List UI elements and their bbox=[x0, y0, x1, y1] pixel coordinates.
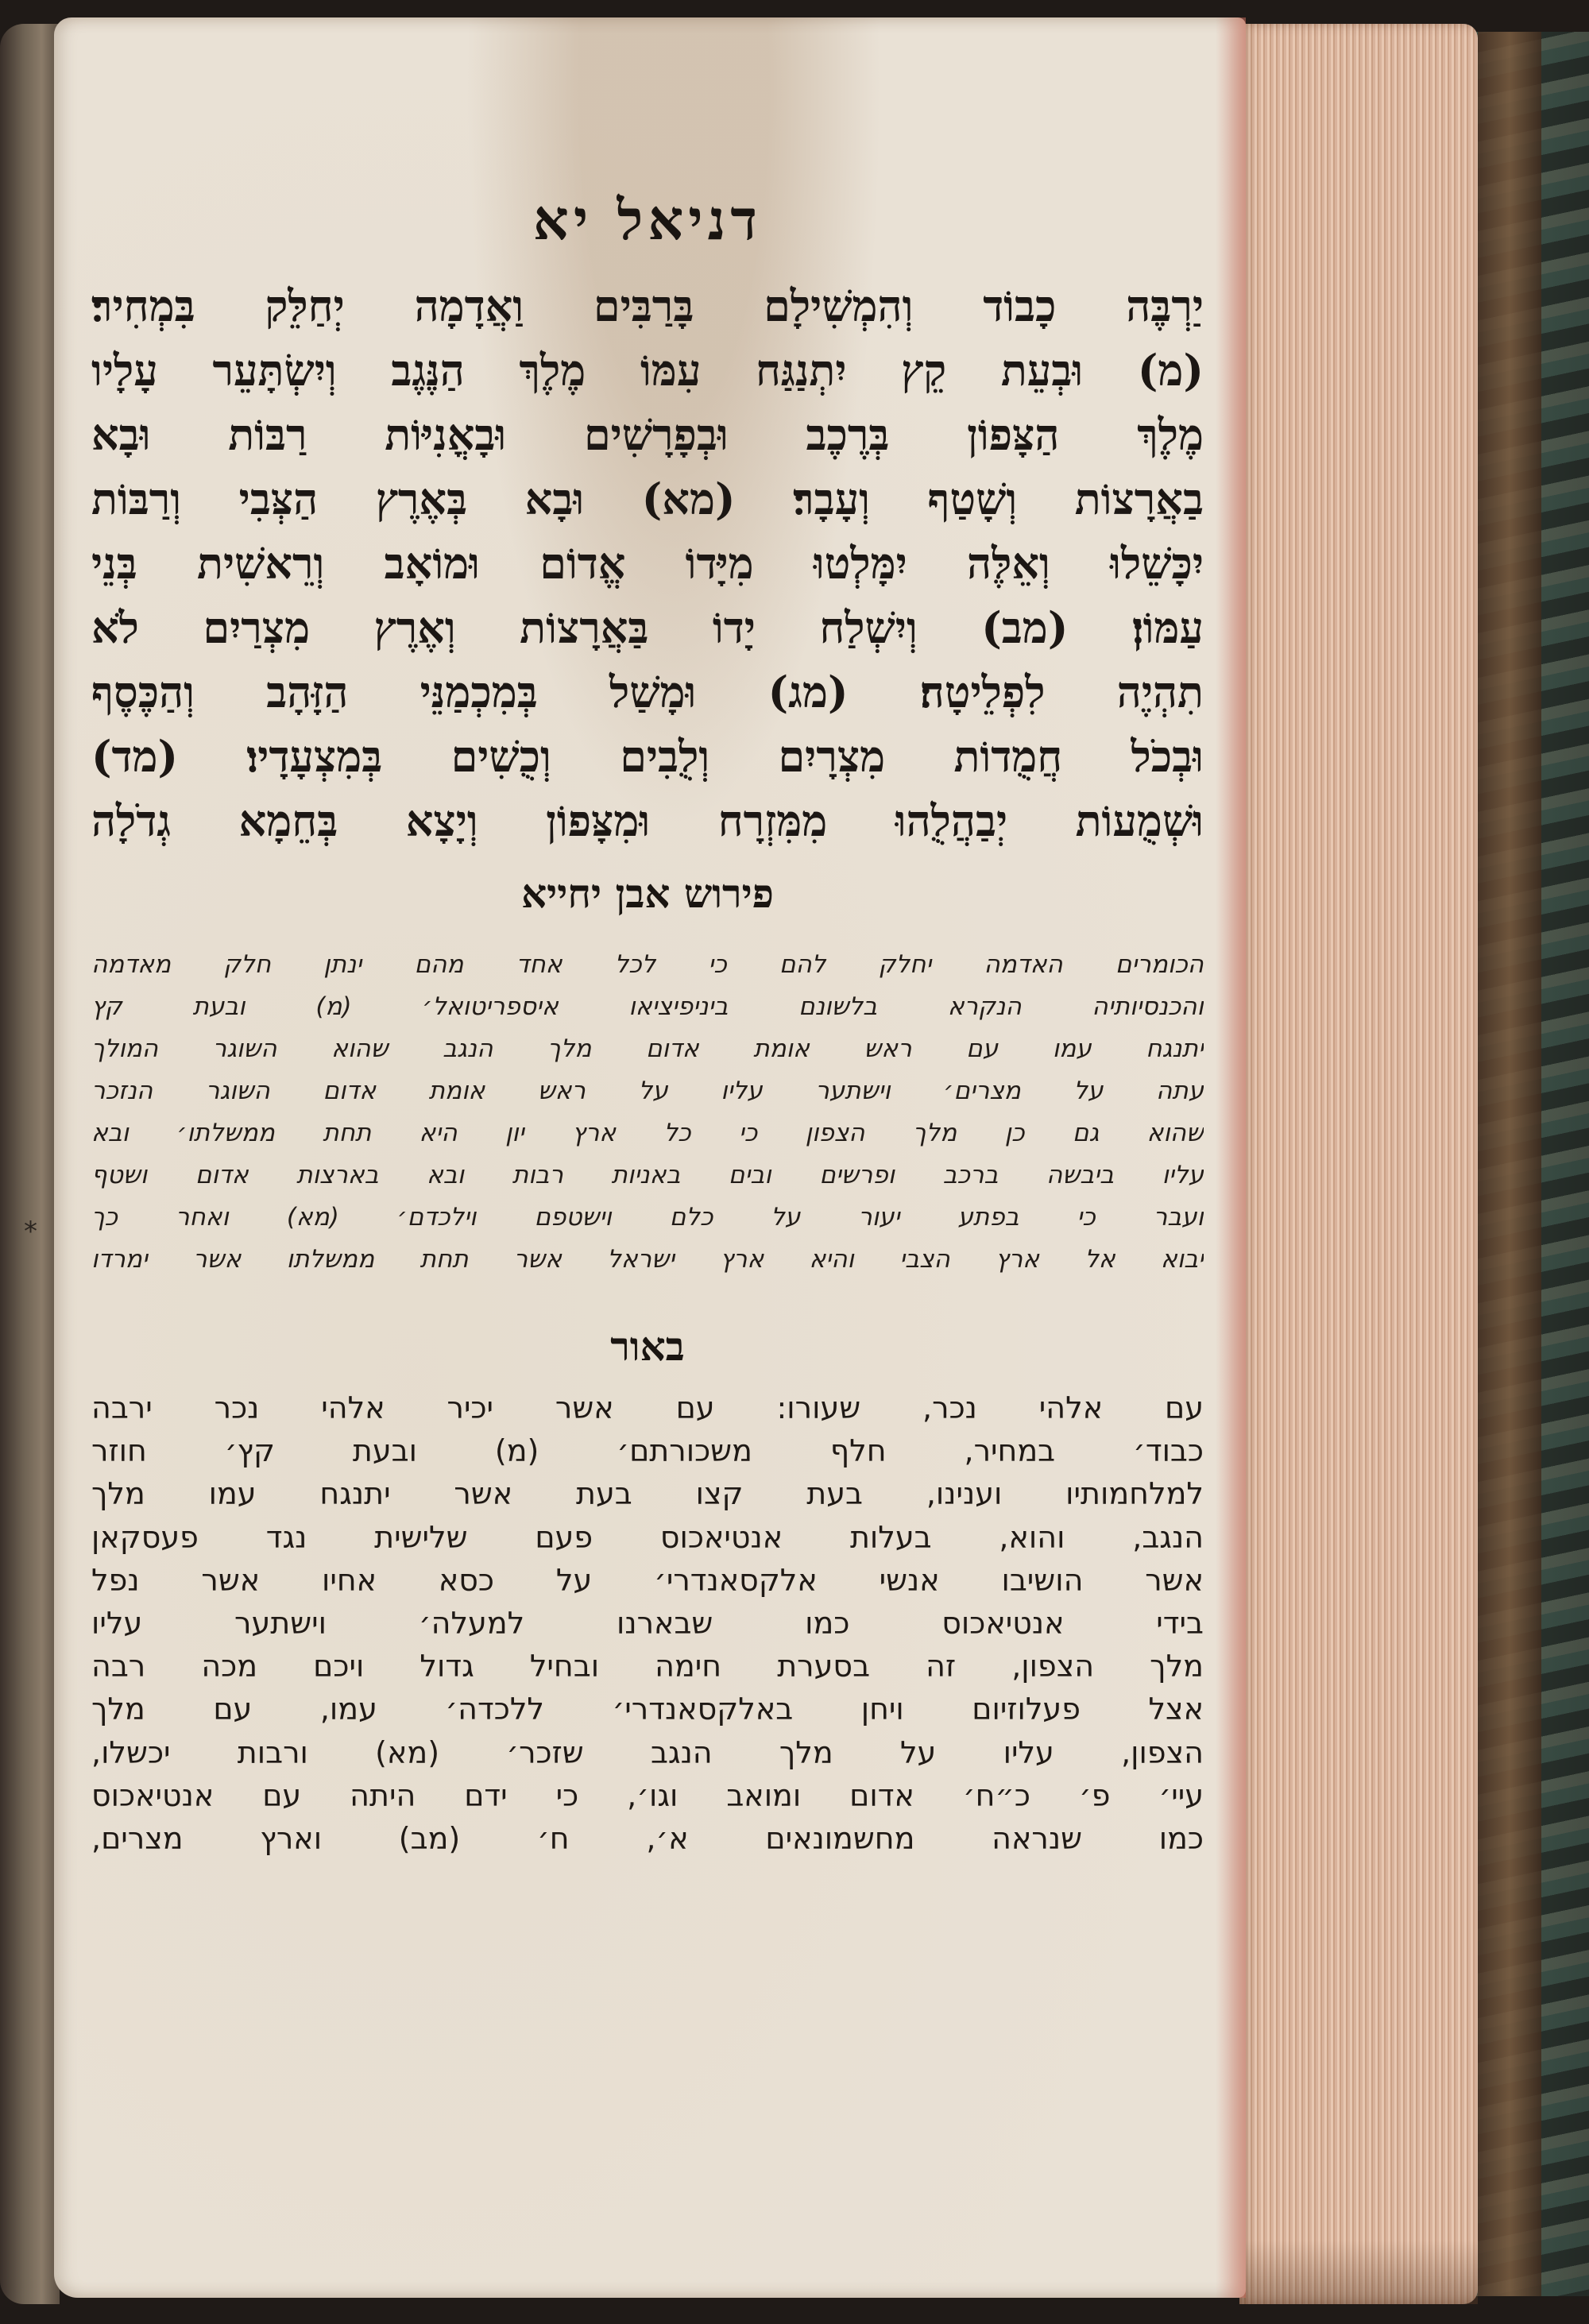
margin-mark: * bbox=[24, 1216, 37, 1247]
biur-line: אשר הושיבו אנשי אלקסאנדרי׳ על כסא אחיו אשר נפל bbox=[91, 1562, 1204, 1598]
commentary-line: עתה על מצרים׳ וישתער עליו על ראש אומת אדום השוגר הנזכר bbox=[91, 1077, 1204, 1105]
biur-line: כמו שנראה מחשמונאים א׳, ח׳ (מב) וארץ מצרים, bbox=[91, 1820, 1204, 1856]
biur-line: הצפון, עליו על מלך הנגב שזכר׳ (מא) ורבות יכשלו, bbox=[91, 1734, 1204, 1770]
book-binding-left bbox=[0, 24, 60, 2304]
commentary-line: ועבר כי בפתע יעור על כלם וישטפם וילכדם׳ (מא) ואחר כך bbox=[91, 1203, 1204, 1232]
scripture-line: עַמּוֹן׃ (מב) וְיִשְׁלַח יָדוֹ בַּאֲרָצוֹת וְאֶרֶץ מִצְרַיִם לֹא bbox=[91, 602, 1204, 653]
biur-line: כבוד׳ במחיר, חלף משכורתם׳ (מ) ובעת קץ׳ חוזר bbox=[91, 1433, 1204, 1469]
scripture-line: (מ) וּבְעֵת קֵץ יִתְנַגַּח עִמּוֹ מֶלֶךְ הַנֶּגֶב וְיִשְׂתָּעֵר עָלָיו bbox=[91, 345, 1204, 396]
commentary-line: הכומרים האדמה יחלק להם כי לכל אחד מהם ינתן חלק מאדמה bbox=[91, 950, 1204, 979]
commentary-line: שהוא גם כן מלך הצפון כי כל ארץ יון היא תחת ממשלתו׳ ובא bbox=[91, 1119, 1204, 1147]
biur-line: למלחמותיו וענינו, בעת קצו בעת אשר יתנגח עמו מלך bbox=[91, 1476, 1204, 1512]
biur-line: עם אלהי נכר, שעורו: עם אשר יכיר אלהי נכר ירבה bbox=[91, 1390, 1204, 1425]
leather-spine-strip bbox=[1478, 32, 1541, 2296]
biur-line: בידי אנטיאכוס כמו שבארנו למעלה׳ וישתער עליו bbox=[91, 1605, 1204, 1641]
commentary-line: יתנגח עמו עם ראש אומת אדום מלך הנגב שהוא השוגר המולך bbox=[91, 1034, 1204, 1063]
scripture-line: וּשְׁמֻעוֹת יְבַהֲלֻהוּ מִמִּזְרָח וּמִצָּפוֹן וְיָצָא בְּחֵמָא גְדֹלָה bbox=[91, 795, 1204, 846]
commentary-line: יבוא אל ארץ הצבי והיא ארץ ישראל אשר תחת ממשלתו אשר ימרדו bbox=[91, 1245, 1204, 1274]
commentary-text bbox=[91, 944, 1204, 1281]
scripture-line: תִהְיֶה לִפְלֵיטָה׃ (מג) וּמָשַׁל בְּמִכְמַנֵּי הַזָּהָב וְהַכֶּסֶף bbox=[91, 667, 1204, 717]
running-head: דניאל יא bbox=[532, 187, 763, 253]
biur-line: הנגב, והוא, בעלות אנטיאכוס פעם שלישית נגד פעסקאן bbox=[91, 1519, 1204, 1555]
commentary-line: עליו ביבשה ברכב ופרשים ובים באניות רבות ובא בארצות אדום ושטף bbox=[91, 1161, 1204, 1189]
commentary-line: והכנסיותיה הנקרא בלשונם ביניפיציאו איספריטואל׳ (מ) ובעת קץ bbox=[91, 992, 1204, 1021]
commentary-heading: פירוש אבן יחייא bbox=[521, 870, 774, 917]
scripture-line: וּבְכֹל חֲמֻדוֹת מִצְרָיִם וְלֻבִים וְכֻשִׁים בְּמִצְעָדָיו׃ (מד) bbox=[91, 731, 1204, 782]
scripture-line: מֶלֶךְ הַצָּפוֹן בְּרֶכֶב וּבְפָרָשִׁים וּבָאֳנִיּוֹת רַבּוֹת וּבָא bbox=[91, 409, 1204, 460]
biur-heading: באור bbox=[610, 1323, 685, 1370]
page-block-shadow bbox=[1239, 2241, 1478, 2304]
red-page-edge bbox=[1216, 17, 1246, 2298]
scripture-line: בַאֲרָצוֹת וְשָׁטַף וְעָבָר׃ (מא) וּבָא בְּאֶרֶץ הַצְּבִי וְרַבּוֹת bbox=[91, 474, 1204, 524]
biur-line: עיי׳ פ׳ כ״ח׳ אדום ומואב וגו׳, כי ידם היתה עם אנטיאכוס bbox=[91, 1777, 1204, 1813]
page-block-edges bbox=[1239, 24, 1478, 2304]
biur-line: מלך הצפון, זה בסערת חימה ובחיל גדול ויכם מכה רבה bbox=[91, 1649, 1204, 1684]
scripture-text bbox=[91, 274, 1204, 853]
biur-line: אצל פעלוזיום ויחן באלקסאנדרי׳ ללכדה׳ עמו, עם מלך bbox=[91, 1692, 1204, 1727]
scripture-line: יַרְבֶּה כָבוֹד וְהִמְשִׁילָם בָּרַבִּים וַאֲדָמָה יְחַלֵּק בִּמְחִיר׃ bbox=[91, 280, 1204, 331]
scripture-line: יִכָּשֵׁלוּ וְאֵלֶּה יִמָּלְטוּ מִיָּדוֹ אֱדוֹם וּמוֹאָב וְרֵאשִׁית בְּנֵי bbox=[91, 538, 1204, 589]
biur-text bbox=[91, 1386, 1204, 1860]
